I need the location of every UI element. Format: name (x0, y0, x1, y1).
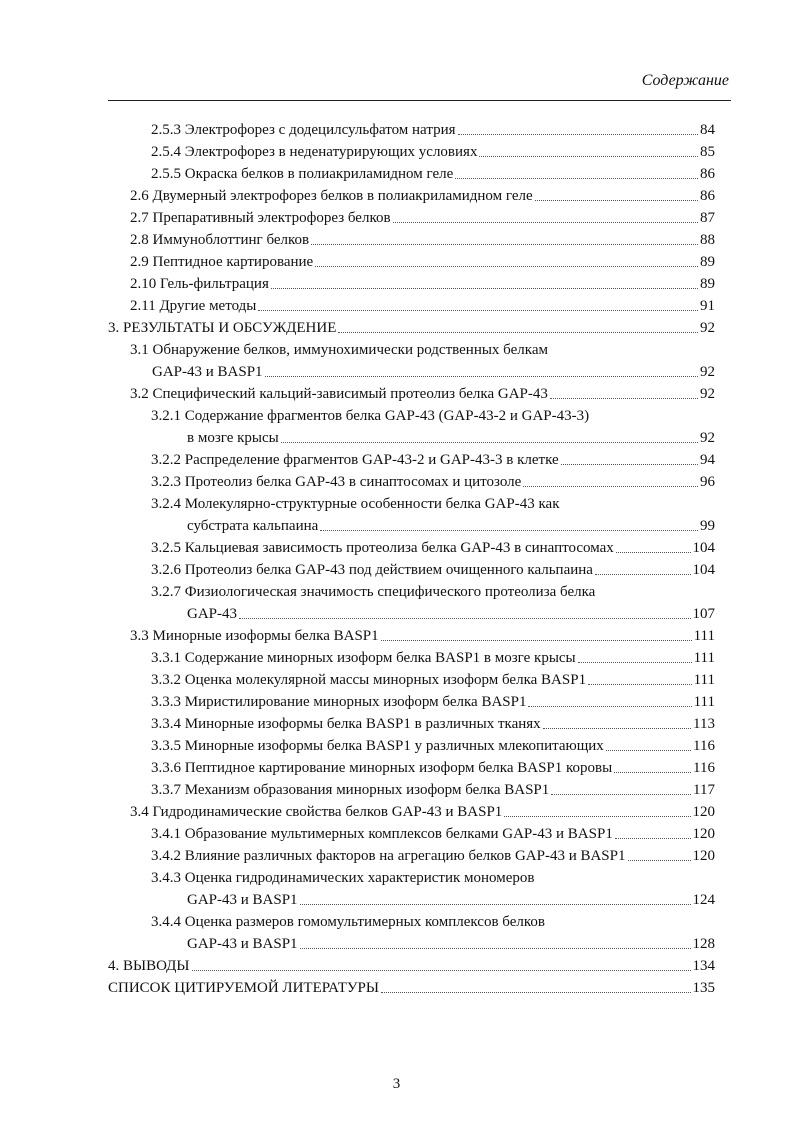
toc-entry-page: 94 (700, 452, 715, 468)
toc-entry-title: 3.2 Специфический кальций-зависимый протеолиз белка GAP-43 (130, 386, 548, 402)
toc-entry[interactable] (108, 295, 715, 317)
toc-entry-title: 3.2.3 Протеолиз белка GAP-43 в синаптосомах и цитозоле (151, 474, 522, 490)
toc-entry[interactable] (108, 185, 715, 207)
toc-entry[interactable] (108, 823, 715, 845)
dot-leader (281, 442, 698, 443)
toc-entry[interactable] (108, 229, 715, 251)
toc-entry-continuation[interactable] (108, 427, 715, 449)
toc-entry[interactable] (108, 669, 715, 691)
toc-entry-title: 2.6 Двумерный электрофорез белков в полиакриламидном геле (130, 188, 533, 204)
dot-leader (300, 904, 691, 905)
toc-entry[interactable] (108, 867, 715, 889)
toc-entry-page: 135 (692, 980, 715, 996)
toc-entry-page: 92 (700, 364, 715, 380)
toc-entry-title: в мозге крысы (187, 430, 279, 446)
dot-leader (543, 728, 691, 729)
toc-entry-page: 134 (692, 958, 715, 974)
dot-leader (265, 376, 698, 377)
toc-entry-title: 2.10 Гель-фильтрация (130, 276, 269, 292)
toc-entry[interactable] (108, 119, 715, 141)
toc-entry-title: 3.2.4 Молекулярно-структурные особенности белка GAP-43 как (151, 496, 560, 512)
dot-leader (535, 200, 698, 201)
dot-leader (320, 530, 698, 531)
toc-entry-page: 91 (700, 298, 715, 314)
dot-leader (258, 310, 698, 311)
toc-entry-continuation[interactable] (108, 361, 715, 383)
toc-entry-title: 2.7 Препаративный электрофорез белков (130, 210, 391, 226)
toc-entry-page: 111 (693, 628, 715, 644)
dot-leader (561, 464, 698, 465)
toc-entry-title: 3.2.6 Протеолиз белка GAP-43 под действием очищенного кальпаина (151, 562, 593, 578)
toc-entry-page: 87 (700, 210, 715, 226)
toc-entry-page: 84 (700, 122, 715, 138)
toc-entry-title: СПИСОК ЦИТИРУЕМОЙ ЛИТЕРАТУРЫ (108, 980, 379, 996)
toc-entry-page: 116 (693, 738, 715, 754)
toc-entry[interactable] (108, 339, 715, 361)
toc-entry-title: 3.2.7 Физиологическая значимость специфического протеолиза белка (151, 584, 596, 600)
toc-entry-page: 85 (700, 144, 715, 160)
toc-entry-title: 3.2.5 Кальциевая зависимость протеолиза белка GAP-43 в синаптосомах (151, 540, 614, 556)
dot-leader (616, 552, 691, 553)
toc-entry[interactable] (108, 779, 715, 801)
toc-entry-title: 3.3.5 Минорные изоформы белка BASP1 у различных млекопитающих (151, 738, 604, 754)
toc-entry-continuation[interactable] (108, 515, 715, 537)
dot-leader (271, 288, 698, 289)
toc-entry-title: 2.5.3 Электрофорез с додецилсульфатом натрия (151, 122, 456, 138)
toc-entry[interactable] (108, 559, 715, 581)
toc-entry[interactable] (108, 163, 715, 185)
dot-leader (614, 772, 691, 773)
dot-leader (455, 178, 698, 179)
toc-entry[interactable] (108, 735, 715, 757)
toc-entry[interactable] (108, 251, 715, 273)
toc-entry-page: 124 (692, 892, 715, 908)
toc-entry[interactable] (108, 625, 715, 647)
dot-leader (192, 970, 691, 971)
dot-leader (615, 838, 691, 839)
dot-leader (300, 948, 691, 949)
toc-entry-page: 111 (693, 694, 715, 710)
toc-entry-continuation[interactable] (108, 889, 715, 911)
toc-entry[interactable] (108, 911, 715, 933)
toc-entry-page: 128 (692, 936, 715, 952)
toc-entry-page: 113 (693, 716, 715, 732)
toc-entry[interactable] (108, 845, 715, 867)
toc-entry-page: 86 (700, 166, 715, 182)
toc-entry-title: 3.3.2 Оценка молекулярной массы минорных изоформ белка BASP1 (151, 672, 587, 688)
toc-entry-page: 92 (700, 430, 715, 446)
dot-leader (315, 266, 698, 267)
toc-entry[interactable] (108, 317, 715, 339)
toc-entry-title: 3.3 Минорные изоформы белка BASP1 (130, 628, 379, 644)
toc-entry-title: 3.4.1 Образование мультимерных комплексов белками GAP-43 и BASP1 (151, 826, 613, 842)
dot-leader (628, 860, 691, 861)
toc-entry[interactable] (108, 801, 715, 823)
toc-entry-title: 2.5.5 Окраска белков в полиакриламидном геле (151, 166, 454, 182)
toc-entry-title: 3.4.4 Оценка размеров гомомультимерных комплексов белков (151, 914, 545, 930)
dot-leader (504, 816, 690, 817)
toc-entry-page: 120 (692, 848, 715, 864)
toc-entry-page: 96 (700, 474, 715, 490)
toc-entry[interactable] (108, 493, 715, 515)
toc-entry-page: 111 (693, 650, 715, 666)
dot-leader (523, 486, 698, 487)
dot-leader (381, 640, 692, 641)
toc-entry-page: 86 (700, 188, 715, 204)
toc-entry-page: 104 (692, 562, 715, 578)
toc-entry-title: 4. ВЫВОДЫ (108, 958, 190, 974)
toc-entry[interactable] (108, 537, 715, 559)
toc-entry-title: 3.1 Обнаружение белков, иммунохимически родственных белкам (130, 342, 548, 358)
toc-entry-page: 92 (700, 386, 715, 402)
toc-entry-title: GAP-43 и BASP1 (187, 936, 298, 952)
toc-entry-title: 2.9 Пептидное картирование (130, 254, 314, 270)
toc-entry-page: 116 (693, 760, 715, 776)
dot-leader (239, 618, 690, 619)
toc-entry-page: 88 (700, 232, 715, 248)
toc-entry-title: GAP-43 и BASP1 (152, 364, 263, 380)
dot-leader (458, 134, 699, 135)
toc-entry-page: 104 (692, 540, 715, 556)
toc-entry-title: 3.4.3 Оценка гидродинамических характеристик мономеров (151, 870, 535, 886)
toc-entry[interactable] (108, 141, 715, 163)
dot-leader (311, 244, 698, 245)
toc-entry-continuation[interactable] (108, 933, 715, 955)
dot-leader (528, 706, 691, 707)
toc-entry[interactable] (108, 977, 715, 999)
toc-entry-title: 3.3.1 Содержание минорных изоформ белка BASP1 в мозге крысы (151, 650, 576, 666)
toc-entry-title: 3.4.2 Влияние различных факторов на агрегацию белков GAP-43 и BASP1 (151, 848, 626, 864)
toc-entry-page: 89 (700, 254, 715, 270)
toc-entry-title: GAP-43 (187, 606, 238, 622)
toc-entry[interactable] (108, 581, 715, 603)
header-rule (108, 100, 731, 101)
dot-leader (550, 398, 698, 399)
table-of-contents (108, 119, 715, 999)
toc-entry-title: 3. РЕЗУЛЬТАТЫ И ОБСУЖДЕНИЕ (108, 320, 337, 336)
toc-entry-title: 3.3.6 Пептидное картирование минорных изоформ белка BASP1 коровы (151, 760, 613, 776)
dot-leader (595, 574, 691, 575)
dot-leader (393, 222, 698, 223)
toc-entry[interactable] (108, 449, 715, 471)
toc-entry-title: субстрата кальпаина (187, 518, 319, 534)
toc-entry-page: 120 (692, 804, 715, 820)
dot-leader (588, 684, 692, 685)
toc-entry-title: 3.2.2 Распределение фрагментов GAP-43-2 и GAP-43-3 в клетке (151, 452, 559, 468)
toc-entry-title: 3.4 Гидродинамические свойства белков GAP-43 и BASP1 (130, 804, 503, 820)
toc-entry-page: 89 (700, 276, 715, 292)
toc-entry-title: 3.3.3 Миристилирование минорных изоформ белка BASP1 (151, 694, 527, 710)
dot-leader (551, 794, 691, 795)
dot-leader (381, 992, 691, 993)
toc-entry-title: 3.3.4 Минорные изоформы белка BASP1 в различных тканях (151, 716, 541, 732)
toc-entry-title: 3.2.1 Содержание фрагментов белка GAP-43 (GAP-43-2 и GAP-43-3) (151, 408, 590, 424)
toc-entry-title: 2.5.4 Электрофорез в неденатурирующих условиях (151, 144, 478, 160)
toc-entry[interactable] (108, 713, 715, 735)
toc-entry-page: 92 (700, 320, 715, 336)
toc-entry[interactable] (108, 383, 715, 405)
toc-entry-page: 107 (692, 606, 715, 622)
toc-entry-page: 120 (692, 826, 715, 842)
dot-leader (578, 662, 692, 663)
running-header: Содержание (641, 72, 729, 89)
toc-entry[interactable] (108, 757, 715, 779)
toc-entry[interactable] (108, 405, 715, 427)
dot-leader (479, 156, 698, 157)
toc-entry-title: 3.3.7 Механизм образования минорных изоформ белка BASP1 (151, 782, 550, 798)
toc-entry[interactable] (108, 691, 715, 713)
toc-entry[interactable] (108, 955, 715, 977)
dot-leader (338, 332, 698, 333)
toc-entry-title: 2.11 Другие методы (130, 298, 257, 314)
toc-entry-continuation[interactable] (108, 603, 715, 625)
toc-entry-page: 111 (693, 672, 715, 688)
toc-entry-page: 99 (700, 518, 715, 534)
toc-entry-title: GAP-43 и BASP1 (187, 892, 298, 908)
toc-entry-title: 2.8 Иммуноблоттинг белков (130, 232, 310, 248)
toc-entry[interactable] (108, 471, 715, 493)
toc-entry[interactable] (108, 207, 715, 229)
dot-leader (606, 750, 691, 751)
toc-entry-page: 117 (693, 782, 715, 798)
page-number: 3 (392, 1076, 401, 1092)
toc-entry[interactable] (108, 647, 715, 669)
toc-entry[interactable] (108, 273, 715, 295)
